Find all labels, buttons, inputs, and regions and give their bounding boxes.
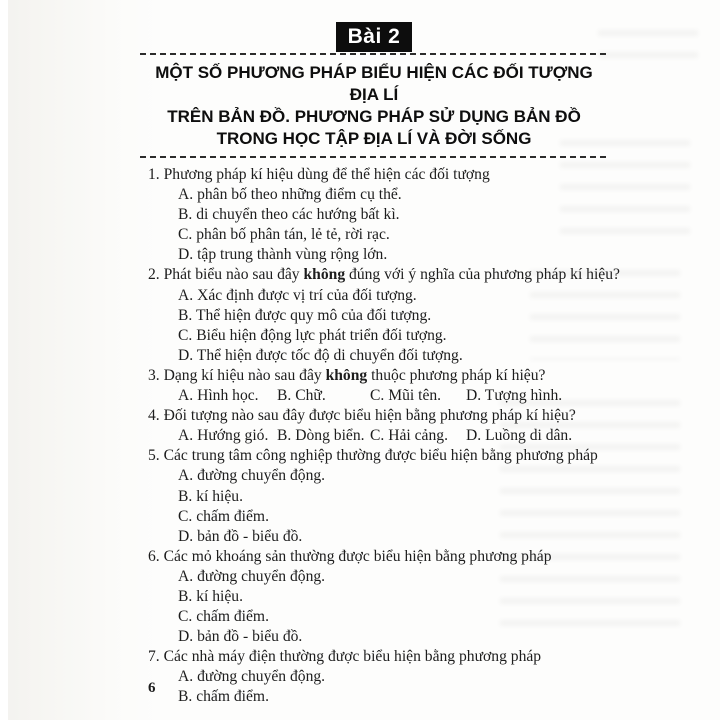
option-B [178, 687, 608, 707]
option-C [370, 386, 466, 406]
option-text: Dòng biển. [295, 427, 365, 445]
page-content [140, 22, 620, 708]
option-A [178, 386, 277, 406]
question-text [148, 265, 620, 285]
question-stem: thuộc phương pháp kí hiệu? [367, 366, 546, 384]
option-C [370, 426, 466, 446]
option-text: phân bố theo những điểm cụ thể. [197, 186, 402, 204]
option-label: B. [178, 487, 193, 505]
question-stem: Các nhà máy điện thường được biểu hiện bằng phương pháp [163, 648, 542, 666]
option-text: phân bố phân tán, lẻ tẻ, rời rạc. [196, 226, 390, 244]
option-text: đường chuyển động. [197, 668, 326, 686]
lesson-title [140, 55, 608, 156]
option-text: tập trung thành vùng rộng lớn. [197, 246, 388, 264]
option-text: chấm điểm. [196, 608, 269, 626]
question-number: 5. [148, 447, 160, 465]
option-text: kí hiệu. [196, 487, 243, 505]
question-6 [148, 547, 608, 647]
lesson-title-line: MỘT SỐ PHƯƠNG PHÁP BIỂU HIỆN CÁC ĐỐI TƯỢNG ĐỊA LÍ [155, 63, 593, 104]
option-B [178, 487, 608, 507]
option-label: D. [178, 346, 194, 364]
option-D [178, 245, 608, 265]
option-text: Thể hiện được tốc độ di chuyển đối tượng. [196, 346, 463, 364]
option-C [178, 225, 608, 245]
option-A [178, 286, 608, 306]
option-text: bản đồ - biểu đồ. [197, 628, 303, 646]
question-stem: Các mỏ khoáng sản thường được biểu hiện bằng phương pháp [163, 547, 552, 565]
option-text: Hải cảng. [388, 427, 448, 445]
question-stem: Đối tượng nào sau đây được biểu hiện bằng phương pháp kí hiệu? [163, 407, 576, 425]
question-1 [148, 165, 608, 265]
lesson-title-line: TRONG HỌC TẬP ĐỊA LÍ VÀ ĐỜI SỐNG [216, 129, 532, 148]
lesson-badge: Bài 2 [336, 22, 412, 52]
question-stem: Phương pháp kí hiệu dùng để thể hiện các đối tượng [163, 166, 490, 183]
question-text [148, 366, 608, 386]
option-text: Hình học. [197, 387, 259, 405]
option-text: Mũi tên. [388, 387, 442, 405]
option-label: A. [178, 427, 194, 445]
question-number: 3. [148, 366, 160, 384]
question-stem: Dạng kí hiệu nào sau đây [163, 366, 326, 384]
question-number: 7. [148, 648, 160, 666]
option-text: Tượng hình. [484, 387, 563, 405]
option-text: Hướng gió. [197, 427, 269, 445]
question-options [148, 386, 608, 406]
option-text: Thể hiện được quy mô của đối tượng. [195, 306, 432, 324]
option-text: chấm điểm. [196, 507, 269, 525]
question-number: 1. [148, 166, 160, 183]
question-text [148, 547, 608, 567]
option-B [178, 306, 608, 326]
option-text: Xác định được vị trí của đối tượng. [197, 286, 417, 304]
option-label: B. [178, 688, 193, 706]
option-text: Biểu hiện động lực phát triển đối tượng. [196, 326, 447, 344]
option-label: B. [277, 427, 292, 445]
question-number: 2. [148, 266, 160, 284]
bleed-through-artifact [598, 30, 698, 64]
option-A [178, 426, 277, 446]
question-options [148, 286, 608, 366]
lesson-title-line: TRÊN BẢN ĐỒ. PHƯƠNG PHÁP SỬ DỤNG BẢN ĐỒ [167, 107, 581, 126]
option-D [466, 386, 562, 406]
option-B [178, 205, 608, 225]
question-text [148, 165, 608, 185]
lesson-title-box [140, 53, 608, 158]
question-options [148, 567, 608, 647]
option-label: C. [178, 608, 193, 626]
option-A [178, 567, 608, 587]
question-options [148, 185, 608, 265]
option-D [466, 426, 572, 446]
question-7 [148, 647, 608, 707]
option-label: A. [178, 186, 194, 204]
option-label: A. [178, 668, 194, 686]
option-label: C. [370, 427, 385, 445]
option-text: di chuyển theo các hướng bất kì. [196, 206, 400, 224]
option-label: B. [178, 206, 193, 224]
option-C [178, 326, 608, 346]
question-list [140, 165, 620, 708]
option-label: C. [178, 507, 193, 525]
question-stem: Các trung tâm công nghiệp thường được biểu hiện bằng phương pháp [163, 447, 598, 465]
question-number: 4. [148, 407, 160, 425]
question-options [148, 667, 608, 707]
question-text [148, 446, 608, 466]
question-options [148, 426, 608, 446]
option-label: D. [178, 527, 194, 545]
option-text: bản đồ - biểu đồ. [197, 527, 303, 545]
option-label: C. [370, 387, 385, 405]
question-5 [148, 446, 608, 546]
question-stem: Phát biểu nào sau đây [163, 266, 304, 284]
option-label: A. [178, 286, 194, 304]
option-B [178, 587, 608, 607]
option-text: đường chuyển động. [197, 567, 326, 585]
question-stem: đúng với ý nghĩa của phương pháp kí hiệu? [345, 266, 620, 284]
option-label: A. [178, 387, 194, 405]
option-D [178, 527, 608, 547]
question-text [148, 406, 608, 426]
option-A [178, 466, 608, 486]
option-A [178, 185, 608, 205]
option-C [178, 607, 608, 627]
option-label: B. [178, 587, 193, 605]
option-label: C. [178, 226, 193, 244]
question-number: 6. [148, 547, 160, 565]
option-label: A. [178, 567, 194, 585]
option-A [178, 667, 608, 687]
option-label: A. [178, 467, 194, 485]
option-D [178, 346, 608, 366]
option-label: B. [178, 306, 193, 324]
option-text: chấm điểm. [196, 688, 269, 706]
option-label: D. [178, 246, 194, 264]
question-options [148, 466, 608, 546]
option-label: D. [466, 427, 482, 445]
option-label: B. [277, 387, 292, 405]
question-4 [148, 406, 608, 446]
dashed-rule-bottom [140, 156, 608, 158]
option-label: D. [178, 628, 194, 646]
question-2 [148, 265, 620, 365]
scan-edge [0, 0, 8, 720]
question-keyword: không [325, 366, 368, 384]
option-B [277, 426, 370, 446]
option-B [277, 386, 370, 406]
question-text [148, 647, 608, 667]
option-C [178, 507, 608, 527]
option-text: kí hiệu. [196, 587, 243, 605]
question-3 [148, 366, 608, 406]
option-label: C. [178, 326, 193, 344]
option-text: Luồng di dân. [485, 427, 573, 445]
option-D [178, 627, 608, 647]
option-label: D. [466, 387, 482, 405]
option-text: Chữ. [295, 387, 326, 405]
option-text: đường chuyển động. [197, 467, 326, 485]
page-number: 6 [148, 680, 156, 696]
question-keyword: không [303, 266, 346, 284]
